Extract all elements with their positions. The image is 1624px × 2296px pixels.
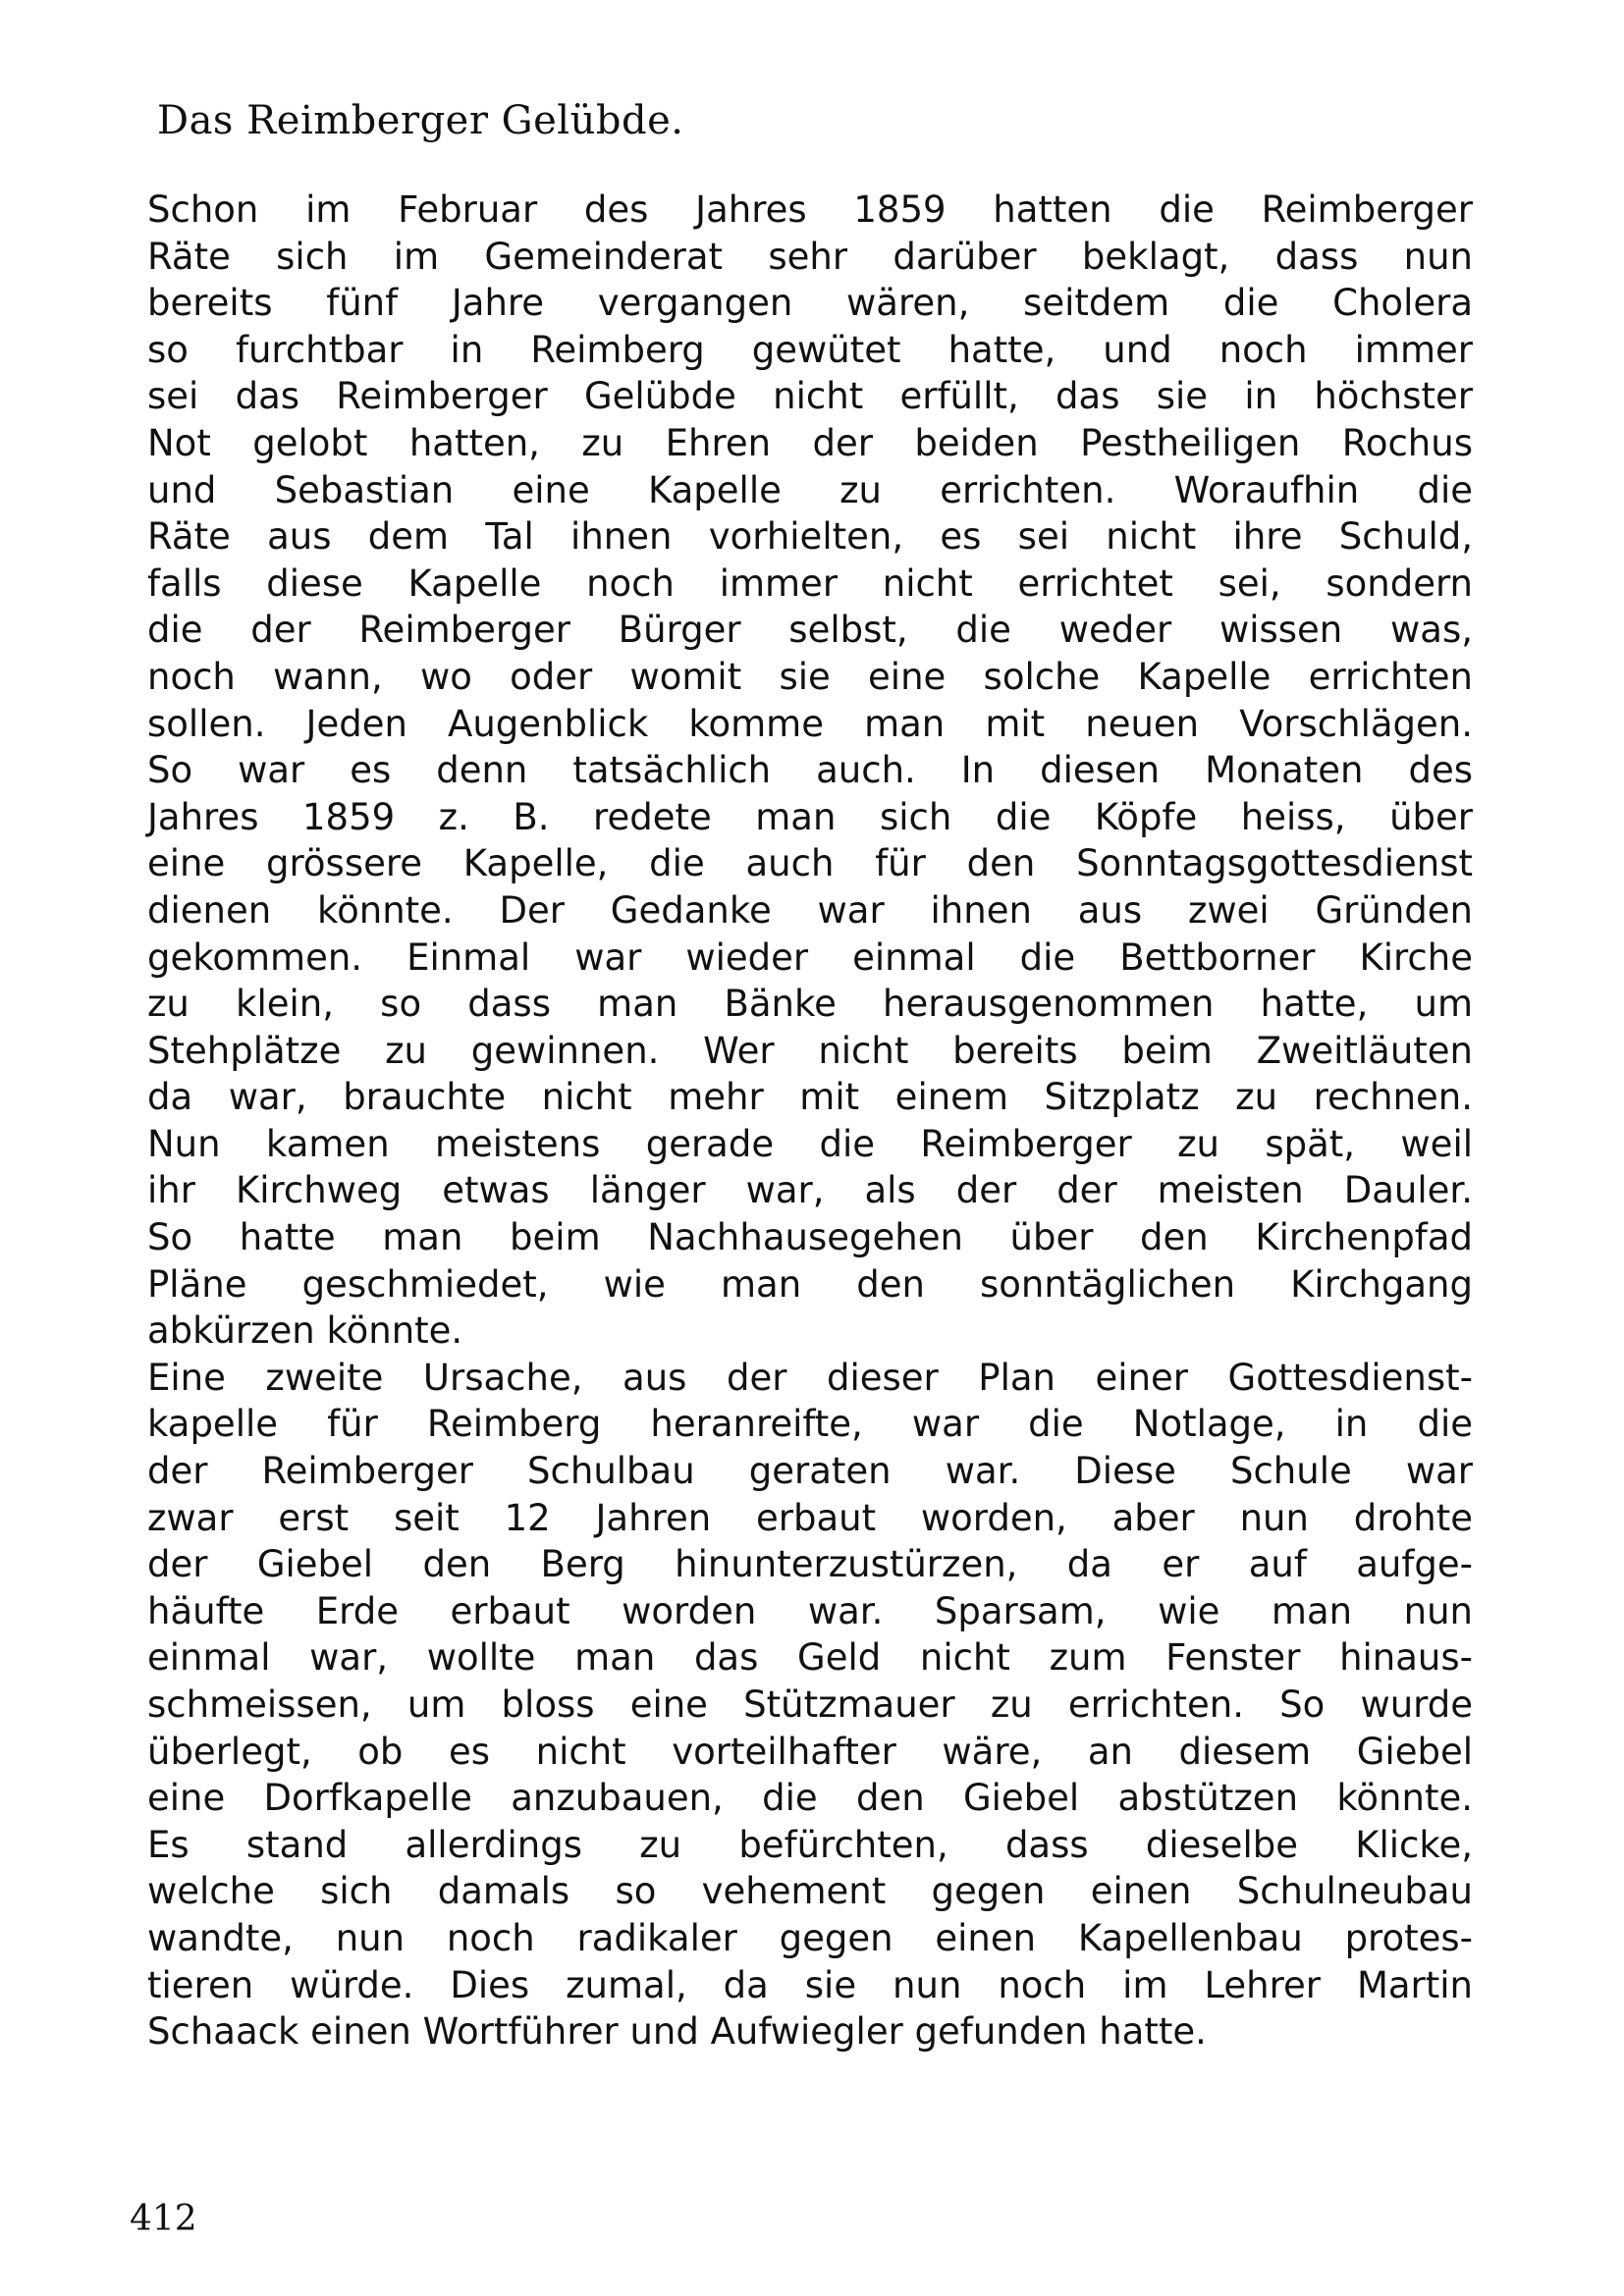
text-line: schmeissen, um bloss eine Stützmauer zu errichten. So wurde: [147, 1683, 1473, 1726]
text-line: Not gelobt hatten, zu Ehren der beiden Pestheiligen Rochus: [147, 421, 1473, 464]
text-line: überlegt, ob es nicht vorteilhafter wäre, an diesem Giebel: [147, 1730, 1473, 1773]
text-line: dienen könnte. Der Gedanke war ihnen aus zwei Gründen: [147, 888, 1473, 932]
text-line: die der Reimberger Bürger selbst, die weder wissen was,: [147, 609, 1473, 652]
text-line: noch wann, wo oder womit sie eine solche Kapelle errichten: [147, 655, 1473, 698]
text-line: falls diese Kapelle noch immer nicht errichtet sei, sondern: [147, 561, 1473, 605]
text-line: zwar erst seit 12 Jahren erbaut worden, aber nun drohte: [147, 1496, 1473, 1539]
text-line: Eine zweite Ursache, aus der dieser Plan einer Gottesdienst-: [147, 1356, 1473, 1399]
text-line: gekommen. Einmal war wieder einmal die Bettborner Kirche: [147, 935, 1473, 979]
section-heading: Das Reimberger Gelübde.: [157, 98, 684, 143]
text-line: So war es denn tatsächlich auch. In diesen Monaten des: [147, 749, 1473, 792]
text-line: eine grössere Kapelle, die auch für den Sonntagsgottesdienst: [147, 842, 1473, 885]
text-line: tieren würde. Dies zumal, da sie nun noch im Lehrer Martin: [147, 1963, 1473, 2006]
text-line: wandte, nun noch radikaler gegen einen Kapellenbau protes-: [147, 1916, 1473, 1959]
text-line: Schon im Februar des Jahres 1859 hatten die Reimberger: [147, 188, 1473, 231]
text-line: und Sebastian eine Kapelle zu errichten. Woraufhin die: [147, 468, 1473, 511]
text-line: So hatte man beim Nachhausegehen über den Kirchenpfad: [147, 1216, 1473, 1259]
text-line: Räte sich im Gemeinderat sehr darüber beklagt, dass nun: [147, 235, 1473, 278]
text-line: Es stand allerdings zu befürchten, dass dieselbe Klicke,: [147, 1823, 1473, 1866]
text-line: welche sich damals so vehement gegen einen Schulneubau: [147, 1870, 1473, 1913]
text-line: bereits fünf Jahre vergangen wären, seitdem die Cholera: [147, 282, 1473, 325]
text-line: Räte aus dem Tal ihnen vorhielten, es sei nicht ihre Schuld,: [147, 515, 1473, 559]
text-line: häufte Erde erbaut worden war. Sparsam, wie man nun: [147, 1589, 1473, 1632]
text-line: eine Dorfkapelle anzubauen, die den Giebel abstützen könnte.: [147, 1777, 1473, 1820]
text-line: Nun kamen meistens gerade die Reimberger zu spät, weil: [147, 1122, 1473, 1165]
text-line: Pläne geschmiedet, wie man den sonntäglichen Kirchgang: [147, 1262, 1473, 1306]
text-line: abkürzen könnte.: [147, 1309, 463, 1353]
text-line: sollen. Jeden Augenblick komme man mit neuen Vorschlägen.: [147, 702, 1473, 745]
text-line: der Giebel den Berg hinunterzustürzen, da er auf aufge-: [147, 1543, 1473, 1586]
body-text: [147, 187, 1473, 2056]
text-line: zu klein, so dass man Bänke herausgenommen hatte, um: [147, 983, 1473, 1026]
text-line: so furchtbar in Reimberg gewütet hatte, und noch immer: [147, 328, 1473, 371]
page-number: 412: [130, 2199, 197, 2239]
text-line: da war, brauchte nicht mehr mit einem Sitzplatz zu rechnen.: [147, 1076, 1473, 1119]
text-line: sei das Reimberger Gelübde nicht erfüllt, das sie in höchster: [147, 375, 1473, 418]
text-line: ihr Kirchweg etwas länger war, als der der meisten Dauler.: [147, 1169, 1473, 1212]
text-line: Schaack einen Wortführer und Aufwiegler gefunden hatte.: [147, 2010, 1207, 2054]
text-line: Jahres 1859 z. B. redete man sich die Köpfe heiss, über: [147, 795, 1473, 838]
text-line: Stehplätze zu gewinnen. Wer nicht bereits beim Zweitläuten: [147, 1029, 1473, 1072]
text-line: der Reimberger Schulbau geraten war. Diese Schule war: [147, 1450, 1473, 1493]
text-line: einmal war, wollte man das Geld nicht zum Fenster hinaus-: [147, 1636, 1473, 1680]
text-line: kapelle für Reimberg heranreifte, war die Notlage, in die: [147, 1403, 1473, 1446]
